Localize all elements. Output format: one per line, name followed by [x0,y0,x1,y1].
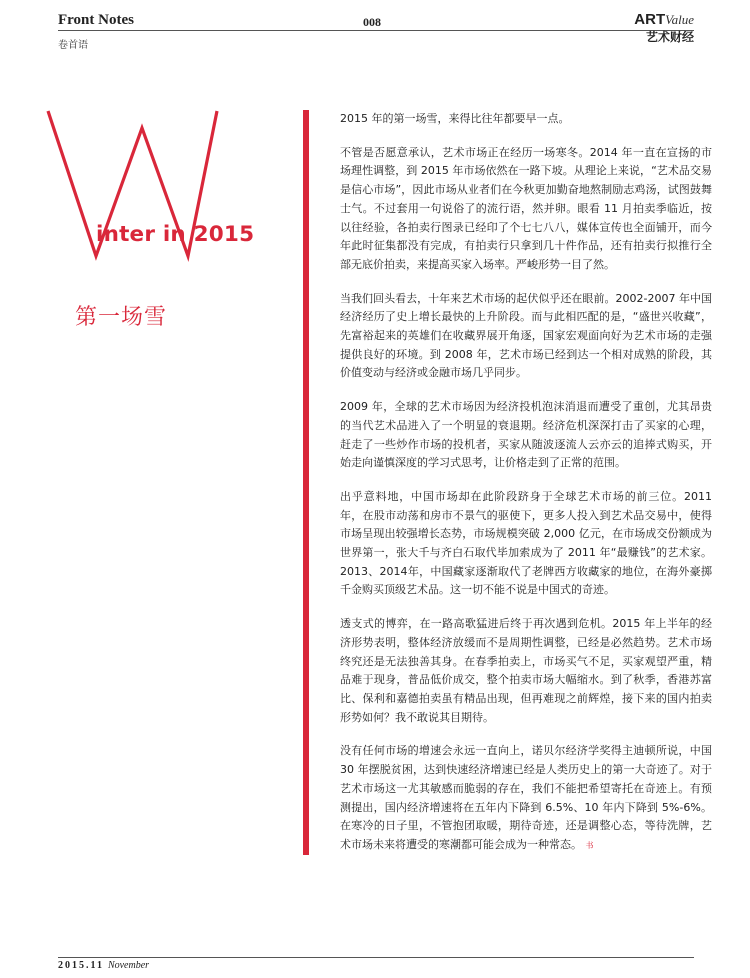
paragraph: 2015 年的第一场雪，来得比往年都要早一点。 [340,112,570,125]
footer-month: November [107,960,150,971]
logo-en-bold: ART [634,11,666,28]
accent-bar [303,110,309,855]
paragraph: 出乎意料地，中国市场却在此阶段跻身于全球艺术市场的前三位。2011 年，在股市动荡和房市不景气的驱使下，更多人投入到艺术品交易中，使得市场呈现出较强增长态势，市场规模突破 2,000 亿元，在市场成交份额成为世界第一，张大千与齐白石取代毕加索成为了 2011 年“最赚钱”的艺术家。2013、2014年，中国藏家逐渐取代了老牌西方收藏家的地位，在海外豪掷千金购买顶级艺术品。这一切不能不说是中国式的奇迹。 [340,489,712,597]
logo-cn: 艺术财经 [645,30,694,44]
logo-en [634,12,694,28]
magazine-logo [634,12,694,44]
section-title-cn: 卷首语 [58,40,88,51]
paragraph: 当我们回头看去，十年来艺术市场的起伏似乎还在眼前。2002-2007 年中国经济经历了史上增长最快的上升阶段。而与此相匹配的是，“盛世兴收藏”，先富裕起来的英雄们在收藏界展开角逐，国家宏观面向好为艺术市场的走强提供良好的环境。到 2008 年，艺术市场已经到达一个相对成熟的阶段，其价值变动与经济或金融市场几乎同步。 [340,291,712,380]
paragraph-last [340,742,712,855]
footer-rule [58,957,694,958]
paragraph-last-text: 没有任何市场的增速会永远一直向上，诺贝尔经济学奖得主迪顿所说，中国 30 年摆脱贫困，达到快速经济增速已经是人类历史上的第一大奇迹了。对于艺术市场这一尤其敏感而脆弱的存在，我们不能把希望寄托在奇迹上。有预测提出，国内经济增速将在五年内下降到 6.5%、10 年内下降到 5%-6%。在寒冷的日子里，不管抱团取暖，期待奇迹，还是调整心态，等待洗牌，艺术市场未来将遭受的寒潮都可能会成为一种常态。 [340,744,712,851]
logo-en-italic: Value [665,12,694,27]
signature-mark: 书 [585,840,594,850]
paragraph: 不管是否愿意承认，艺术市场正在经历一场寒冬。2014 年一直在宣扬的市场理性调整，到 2015 年市场依然在一路下坡。从理论上来说，“艺术品交易是信心市场”，因此市场从业者们在今秋更加勤奋地熬制励志鸡汤，试图鼓舞士气。不过套用一句说俗了的流行语，然并卵。眼看 11 月拍卖季临近，按以往经验，各拍卖行图录已经印了个七七八八，媒体宣传也全面铺开，而今年此时征集都没有完成，有拍卖行只拿到几十件作品，还有拍卖行拟推行全部无底价拍卖，来提高买家入场率。严峻形势一目了然。 [340,145,712,271]
section-title-en: Front Notes [58,12,134,28]
subtitle-cn: 第一场雪 [75,305,168,330]
title-initial-text: W [45,108,46,109]
footer-date: 2015.11 [58,960,104,971]
title-rest: inter in 2015 [96,222,255,247]
page-number: 008 [363,15,381,29]
paragraph: 透支式的博弈，在一路高歌猛进后终于再次遇到危机。2015 年上半年的经济形势表明，整体经济放缓而不是周期性调整，已经是必然趋势。艺术市场终究还是无法独善其身。在春季拍卖上，市场买气不足，买家观望严重，精品难于现身，普品低价成交，整个拍卖市场大幅缩水。到了秋季，香港苏富比、保利和嘉德拍卖虽有精品出现，但再难现之前辉煌，接下来的国内拍卖形势如何？我不敢说其目期待。 [340,617,712,724]
header-rule [58,30,694,31]
paragraph: 2009 年，全球的艺术市场因为经济投机泡沫消退而遭受了重创，尤其昂贵的当代艺术品进入了一个明显的衰退期。经济危机深深打击了买家的心理，赶走了一些炒作市场的投机者，买家从随波逐流人云亦云的追捧式购买，开始走向谨慎深度的学习式思考，让价格走到了正常的范围。 [340,400,712,470]
article-body [340,110,712,871]
footer [58,960,149,971]
